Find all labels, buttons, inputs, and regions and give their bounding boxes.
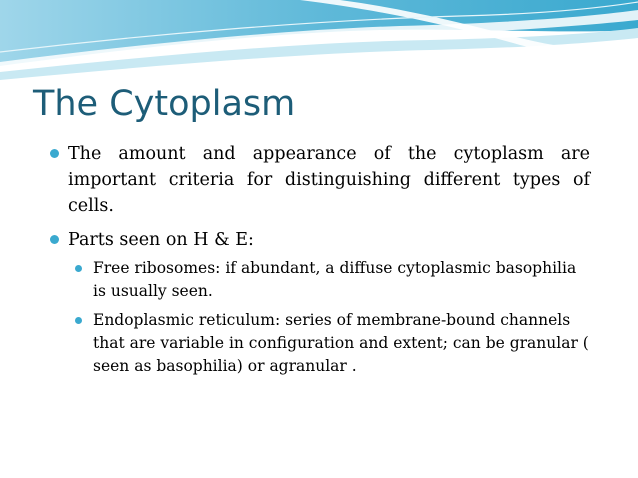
slide-title: The Cytoplasm xyxy=(33,84,296,124)
sub-bullet-text: Endoplasmic reticulum: series of membrane-bound channels that are variable in configuration and extent; can be granular ( seen as basophilia) or agranular . xyxy=(93,311,589,375)
sub-bullet-text: Free ribosomes: if abundant, a diffuse cytoplasmic basophilia is usually seen. xyxy=(93,259,577,300)
sub-bullet-item xyxy=(75,309,593,378)
sub-bullet-item xyxy=(75,257,593,303)
bullet-dot-icon xyxy=(50,235,59,244)
bullet-text: Parts seen on H & E: xyxy=(68,230,254,250)
bullet-item xyxy=(50,141,590,219)
bullet-text: The amount and appearance of the cytoplasm are important criteria for distinguishing different types of cells. xyxy=(68,144,590,216)
sub-bullet-dot-icon xyxy=(75,265,82,272)
bullet-dot-icon xyxy=(50,149,59,158)
sub-bullet-list xyxy=(50,257,590,378)
sub-bullet-dot-icon xyxy=(75,317,82,324)
bullet-item xyxy=(50,227,590,253)
header-wave-decoration xyxy=(0,0,638,80)
bullet-list xyxy=(50,141,590,378)
